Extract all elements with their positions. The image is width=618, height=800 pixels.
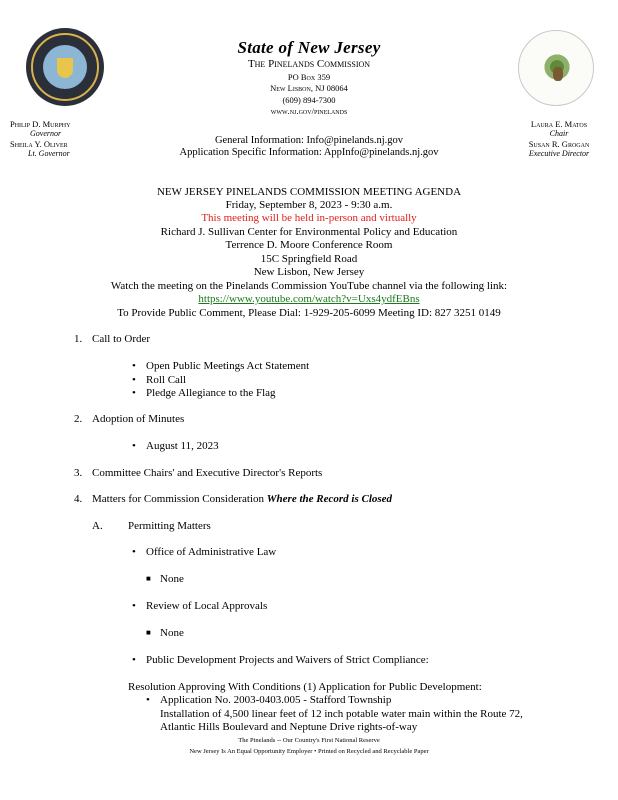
official-role: Executive Director bbox=[528, 149, 590, 158]
public-comment-dial: To Provide Public Comment, Please Dial: 1-929-205-6099 Meeting ID: 827 3251 0149 bbox=[117, 307, 501, 319]
official-name: Laura E. Matos bbox=[530, 119, 588, 129]
application-description: Atlantic Hills Boulevard and Neptune Drive rights-of-way bbox=[160, 721, 418, 733]
youtube-link[interactable]: https://www.youtube.com/watch?v=Uxs4ydfEBns bbox=[198, 293, 420, 305]
meeting-city: New Lisbon, New Jersey bbox=[253, 266, 365, 278]
official-name: Sheila Y. Oliver bbox=[10, 139, 68, 149]
list-item: • August 11, 2023 bbox=[132, 440, 219, 452]
official-role: Lt. Governor bbox=[28, 149, 70, 158]
list-item: • Public Development Projects and Waivers of Strict Compliance: bbox=[132, 654, 429, 666]
official-name: Susan R. Grogan bbox=[528, 139, 590, 149]
item-commission-consideration: Matters for Commission Consideration Where the Record is Closed bbox=[92, 493, 393, 505]
meeting-room: Terrence D. Moore Conference Room bbox=[225, 239, 393, 251]
list-item: • Roll Call bbox=[132, 374, 187, 386]
meeting-date: Friday, September 8, 2023 - 9:30 a.m. bbox=[225, 199, 393, 211]
item-call-to-order: Call to Order bbox=[92, 333, 151, 345]
meeting-street: 15C Springfield Road bbox=[260, 253, 358, 265]
section-permitting-matters: Permitting Matters bbox=[128, 520, 211, 532]
official-role: Chair bbox=[549, 129, 569, 138]
footer-line: The Pinelands -- Our Country's First National Reserve bbox=[238, 737, 380, 744]
list-item: • Office of Administrative Law bbox=[132, 546, 277, 558]
list-item: • Review of Local Approvals bbox=[132, 600, 268, 612]
application-description: Installation of 4,500 linear feet of 12 inch potable water main within the Route 72, bbox=[160, 708, 523, 720]
footer-line: New Jersey Is An Equal Opportunity Employer • Printed on Recycled and Recyclable Paper bbox=[189, 748, 429, 755]
item-reports: Committee Chairs' and Executive Director's Reports bbox=[92, 467, 323, 479]
watch-instructions: Watch the meeting on the Pinelands Commission YouTube channel via the following link: bbox=[110, 280, 508, 292]
address-line: PO Box 359 bbox=[287, 72, 331, 82]
meeting-notice: This meeting will be held in-person and virtually bbox=[201, 212, 417, 224]
general-info: General Information: Info@pinelands.nj.gov bbox=[214, 135, 404, 146]
item-number: 2. bbox=[74, 413, 83, 425]
resolution-text: Resolution Approving With Conditions (1) Application for Public Development: bbox=[128, 681, 482, 693]
list-item: • Pledge Allegiance to the Flag bbox=[132, 387, 276, 399]
address-line: www.nj.gov/pinelands bbox=[270, 106, 348, 116]
youtube-link-row bbox=[0, 293, 618, 306]
official-role: Governor bbox=[30, 129, 62, 138]
official-name: Philip D. Murphy bbox=[10, 119, 71, 129]
list-item: ■ None bbox=[146, 573, 184, 585]
agenda-title: NEW JERSEY PINELANDS COMMISSION MEETING AGENDA bbox=[156, 186, 462, 198]
item-adoption-of-minutes: Adoption of Minutes bbox=[92, 413, 185, 425]
item-number: 1. bbox=[74, 333, 83, 345]
meeting-venue: Richard J. Sullivan Center for Environmental Policy and Education bbox=[160, 226, 458, 238]
address-line: New Lisbon, NJ 08064 bbox=[270, 83, 348, 93]
list-item: • Open Public Meetings Act Statement bbox=[132, 360, 310, 372]
application-info: Application Specific Information: AppInfo@pinelands.nj.gov bbox=[179, 147, 439, 158]
item-number: 3. bbox=[74, 467, 83, 479]
section-letter: A. bbox=[92, 520, 103, 532]
letterhead-org: The Pinelands Commission bbox=[247, 58, 371, 70]
record-closed-emphasis: Where the Record is Closed bbox=[266, 493, 393, 505]
list-item: • Application No. 2003-0403.005 - Stafford Township bbox=[146, 694, 392, 706]
letterhead-title: State of New Jersey bbox=[237, 38, 381, 57]
list-item: ■ None bbox=[146, 627, 184, 639]
address-line: (609) 894-7300 bbox=[282, 95, 336, 105]
item-number: 4. bbox=[74, 493, 83, 505]
